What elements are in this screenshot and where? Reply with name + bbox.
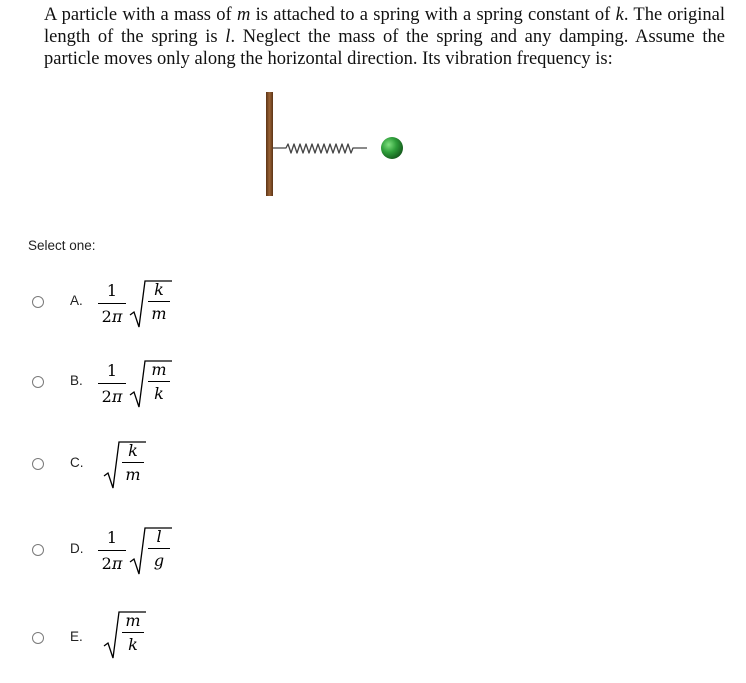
square-root — [102, 610, 146, 660]
root-denominator: m — [151, 304, 167, 323]
coef-den-pi: π — [111, 554, 123, 573]
coef-denominator — [98, 387, 126, 407]
square-root — [102, 440, 146, 490]
option-letter: D. — [70, 541, 84, 556]
coefficient-fraction — [98, 528, 126, 574]
root-fraction — [120, 440, 146, 486]
root-fraction — [146, 279, 172, 325]
fraction-bar — [148, 548, 170, 549]
question-part: is attached to a spring with a spring constant of — [250, 5, 616, 25]
coefficient-fraction — [98, 361, 126, 407]
variable-m: m — [236, 5, 251, 25]
root-numerator: k — [128, 441, 138, 460]
square-root — [128, 359, 172, 409]
radio-option-c[interactable] — [32, 458, 44, 470]
root-denominator: k — [154, 384, 164, 403]
option-letter: B. — [70, 373, 83, 388]
spring-icon — [273, 144, 367, 153]
question-part: . Neglect the mass of the spring and any damping. Assume the particle moves only along the horizontal direction. Its vibration frequency is: — [44, 27, 726, 69]
coef-numerator: 1 — [106, 528, 118, 547]
root-fraction — [120, 610, 146, 656]
option-letter: A. — [70, 293, 83, 308]
fraction-bar — [148, 381, 170, 382]
fraction-bar — [122, 632, 144, 633]
root-fraction — [146, 526, 172, 572]
ball-icon — [381, 137, 403, 159]
select-one-label: Select one: — [28, 238, 96, 253]
question-text — [44, 4, 725, 70]
root-fraction — [146, 359, 172, 405]
coef-den-pi: π — [111, 387, 123, 406]
question-part: . The original length of the spring is — [44, 5, 725, 47]
option-letter: E. — [70, 629, 83, 644]
root-numerator: k — [154, 280, 164, 299]
wall-icon — [266, 92, 273, 196]
root-denominator: g — [153, 551, 165, 570]
coefficient-fraction — [98, 281, 126, 327]
square-root — [128, 526, 172, 576]
variable-l: l — [225, 27, 231, 47]
root-numerator: m — [125, 611, 141, 630]
radio-option-e[interactable] — [32, 632, 44, 644]
coef-den-two: 2 — [101, 554, 112, 573]
coef-den-two: 2 — [101, 307, 112, 326]
variable-k: k — [615, 5, 624, 25]
radio-option-d[interactable] — [32, 544, 44, 556]
coef-numerator: 1 — [106, 281, 118, 300]
fraction-bar — [98, 303, 126, 304]
coef-numerator: 1 — [106, 361, 118, 380]
coef-den-pi: π — [111, 307, 123, 326]
coef-den-two: 2 — [101, 387, 112, 406]
coef-denominator — [98, 307, 126, 327]
radio-option-a[interactable] — [32, 296, 44, 308]
root-numerator: l — [156, 527, 162, 546]
square-root — [128, 279, 172, 329]
spring-mass-figure — [262, 90, 412, 200]
question-part: A particle with a mass of — [44, 5, 237, 25]
fraction-bar — [98, 550, 126, 551]
fraction-bar — [148, 301, 170, 302]
radio-option-b[interactable] — [32, 376, 44, 388]
root-denominator: m — [125, 465, 141, 484]
coef-denominator — [98, 554, 126, 574]
root-denominator: k — [128, 635, 138, 654]
option-letter: C. — [70, 455, 84, 470]
root-numerator: m — [151, 360, 167, 379]
fraction-bar — [122, 462, 144, 463]
fraction-bar — [98, 383, 126, 384]
